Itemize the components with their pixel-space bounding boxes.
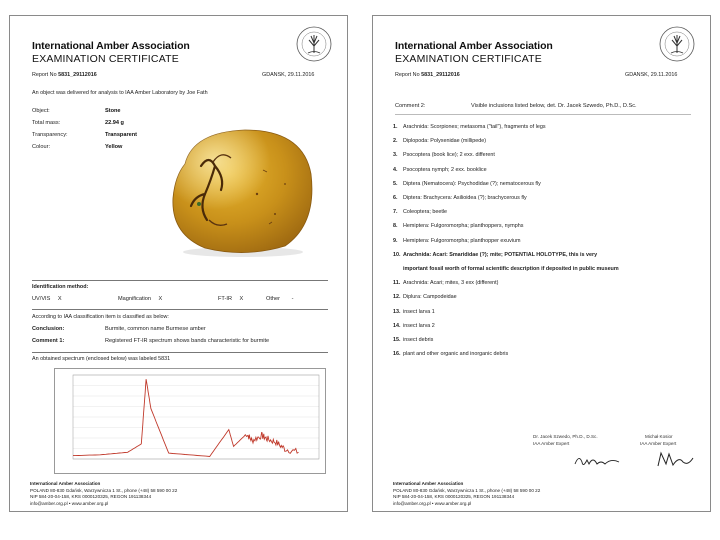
inclusion-number: 9. [393,237,398,244]
footer-line: NIP 584-20-04-158, KRS 0000120325, REGON 191138344 [30,494,152,500]
method-label: Other [266,296,280,302]
inclusion-item [393,280,498,286]
conclusion-label: Conclusion: [32,326,65,332]
signature-2 [655,450,695,470]
inclusion-number: 14. [393,322,401,329]
inclusion-text: Arachnida: Acari: Smarididae (?); mite; POTENTIAL HOLOTYPE, this is very [403,251,598,258]
prop-value: Transparent [105,132,138,138]
place-date: GDANSK, 29.11.2016 [262,72,315,78]
method-mark: X [158,296,163,302]
signer1-name: Dr. Jacek Szwedo, Ph.D., D.Sc. [533,434,598,439]
place-date: GDANSK, 29.11.2016 [625,72,678,78]
inclusion-text: Arachnida: Scorpiones; metasoma ("tail"), fragments of legs [403,124,546,130]
inclusion-number: 7. [393,209,398,216]
inclusion-item [393,152,495,158]
signer1-title: IAA Amber Expert [533,441,570,446]
inclusion-number: 13. [393,308,401,315]
method-mark: X [57,296,62,302]
inclusion-number: 10. [393,251,401,258]
inclusion-text: plant and other organic and inorganic debris [403,351,509,358]
conclusion-value: Burmite, common name Burmese amber [105,326,206,332]
inclusion-number: 2. [393,138,398,145]
method-mark: X [239,296,244,302]
iaa-seal-logo [659,26,695,62]
divider [32,280,328,281]
inclusion-text: Hemiptera: Fulgoromorpha; planthoppers, nymphs [403,223,524,230]
certificate-page-2 [372,15,711,512]
inclusion-item [393,223,523,229]
certificate-title: EXAMINATION CERTIFICATE [32,53,179,65]
method-mark: - [291,296,294,302]
signer2-title: IAA Amber Expert [640,441,677,446]
inclusion-text: insect debris [403,337,434,343]
inclusion-text: Diplura: Campodeidae [403,294,457,301]
footer-line: info@amber.org.pl • www.amber.org.pl [393,500,472,506]
inclusion-item [393,252,597,258]
inclusion-text: Psocoptera (book lice); 2 exx. different [403,152,495,159]
signer2-name: Michał Kosior [645,434,673,439]
inclusion-text: Hemiptera: Fulgoromorpha; planthopper exuvium [403,237,521,244]
inclusion-number: 16. [393,351,401,358]
method-label: UV/VIS [32,296,51,302]
divider [32,352,328,353]
footer-block [393,481,540,507]
inclusion-item [393,181,541,187]
inclusion-item [393,294,457,300]
method-label: Magnification [118,296,151,302]
inclusion-number: 15. [393,337,401,343]
method-item [118,296,162,302]
inclusion-text: Diptera (Nematocera): Psychodidae (?); nematocerous fly [403,180,541,187]
org-name: International Amber Association [395,40,553,52]
inclusion-text: Diplopoda: Polyxenidae (millipede) [403,138,487,145]
inclusion-item [393,124,546,130]
intro-text: An object was delivered for analysis to IAA Amber Laboratory by Joe Fath [32,90,208,96]
inclusion-item [393,337,433,343]
identification-title: Identification method: [32,284,89,290]
footer-line: info@amber.org.pl • www.amber.org.pl [30,500,109,506]
ftir-spectrum-chart [54,368,326,474]
inclusion-item [393,323,435,329]
footer-block [30,481,177,507]
report-label: Report No [32,72,57,78]
method-item [32,296,62,302]
inclusion-number: 4. [393,166,398,173]
prop-label: Colour: [32,144,51,150]
report-number [32,72,97,78]
comment1-value: Registered FT-IR spectrum shows bands characteristic for burmite [105,338,270,344]
inclusion-number: 8. [393,223,398,230]
footer-line: International Amber Association [30,481,101,486]
method-label: FT-IR [218,296,232,302]
prop-value: Yellow [105,144,123,150]
prop-label: Total mass: [32,120,61,126]
inclusion-number: 11. [393,280,401,287]
iaa-seal-logo [296,26,332,62]
prop-value: Stone [105,108,121,114]
divider [395,114,691,115]
inclusion-number: 5. [393,180,398,187]
method-item [218,296,243,302]
inclusion-text: important fossil worth of formal scientific description if deposited in public museum [403,266,619,272]
footer-line: International Amber Association [393,481,464,486]
prop-label: Transparency: [32,132,68,138]
inclusion-text: Diptera: Brachycera: Asilioidea (?); brachycerous fly [403,195,527,201]
footer-line: POLAND 80-830 Gdańsk, Warzywnicza 1 St., phone (+48) 58 590 00 22 [393,487,541,493]
inclusion-text: Arachnida: Acari; mites, 3 exx (different) [403,280,499,287]
comment1-label: Comment 1: [32,338,65,344]
report-no-value: 5831_29112016 [58,72,97,78]
divider [32,309,328,310]
inclusion-number: 6. [393,195,398,201]
inclusion-item [393,238,520,244]
certificate-page-1 [9,15,348,512]
footer-line: NIP 584-20-04-158, KRS 0000120325, REGON 191138344 [393,494,515,500]
footer-line: POLAND 80-830 Gdańsk, Warzywnicza 1 St., phone (+48) 58 590 00 22 [30,487,178,493]
inclusion-text: insect larva 1 [403,308,435,315]
inclusion-item [393,209,447,215]
inclusion-item [393,266,619,272]
inclusion-text: Coleoptera; beetle [403,209,448,216]
spectrum-series-line [73,379,299,456]
report-number [395,72,460,78]
inclusion-number: 12. [393,294,401,301]
spectrum-text: An obtained spectrum (enclosed below) was labeled 5831 [32,356,171,362]
report-no-value: 5831_29112016 [421,72,460,78]
amber-specimen-photo [165,124,317,259]
comment2-value: Visible inclusions listed below, det. Dr. Jacek Szwedo, Ph.D., D.Sc. [471,103,637,109]
method-item [266,296,293,302]
inclusion-item [393,138,486,144]
comment2-label: Comment 2: [395,103,426,109]
classification-text: According to IAA classification item is classified as below: [32,314,169,320]
inclusion-number: 1. [393,124,398,130]
prop-value: 22.94 g [105,120,124,126]
inclusion-item [393,167,487,173]
inclusion-item [393,195,527,201]
inclusion-item [393,351,508,357]
inclusion-text: Psocoptera nymph; 2 exx. booklice [403,166,487,173]
inclusion-number: 3. [393,152,398,159]
inclusion-item [393,309,435,315]
inclusion-text: insect larva 2 [403,322,435,329]
certificate-title: EXAMINATION CERTIFICATE [395,53,542,65]
report-label: Report No [395,72,420,78]
org-name: International Amber Association [32,40,190,52]
prop-label: Object: [32,108,50,114]
signature-1 [573,452,623,470]
